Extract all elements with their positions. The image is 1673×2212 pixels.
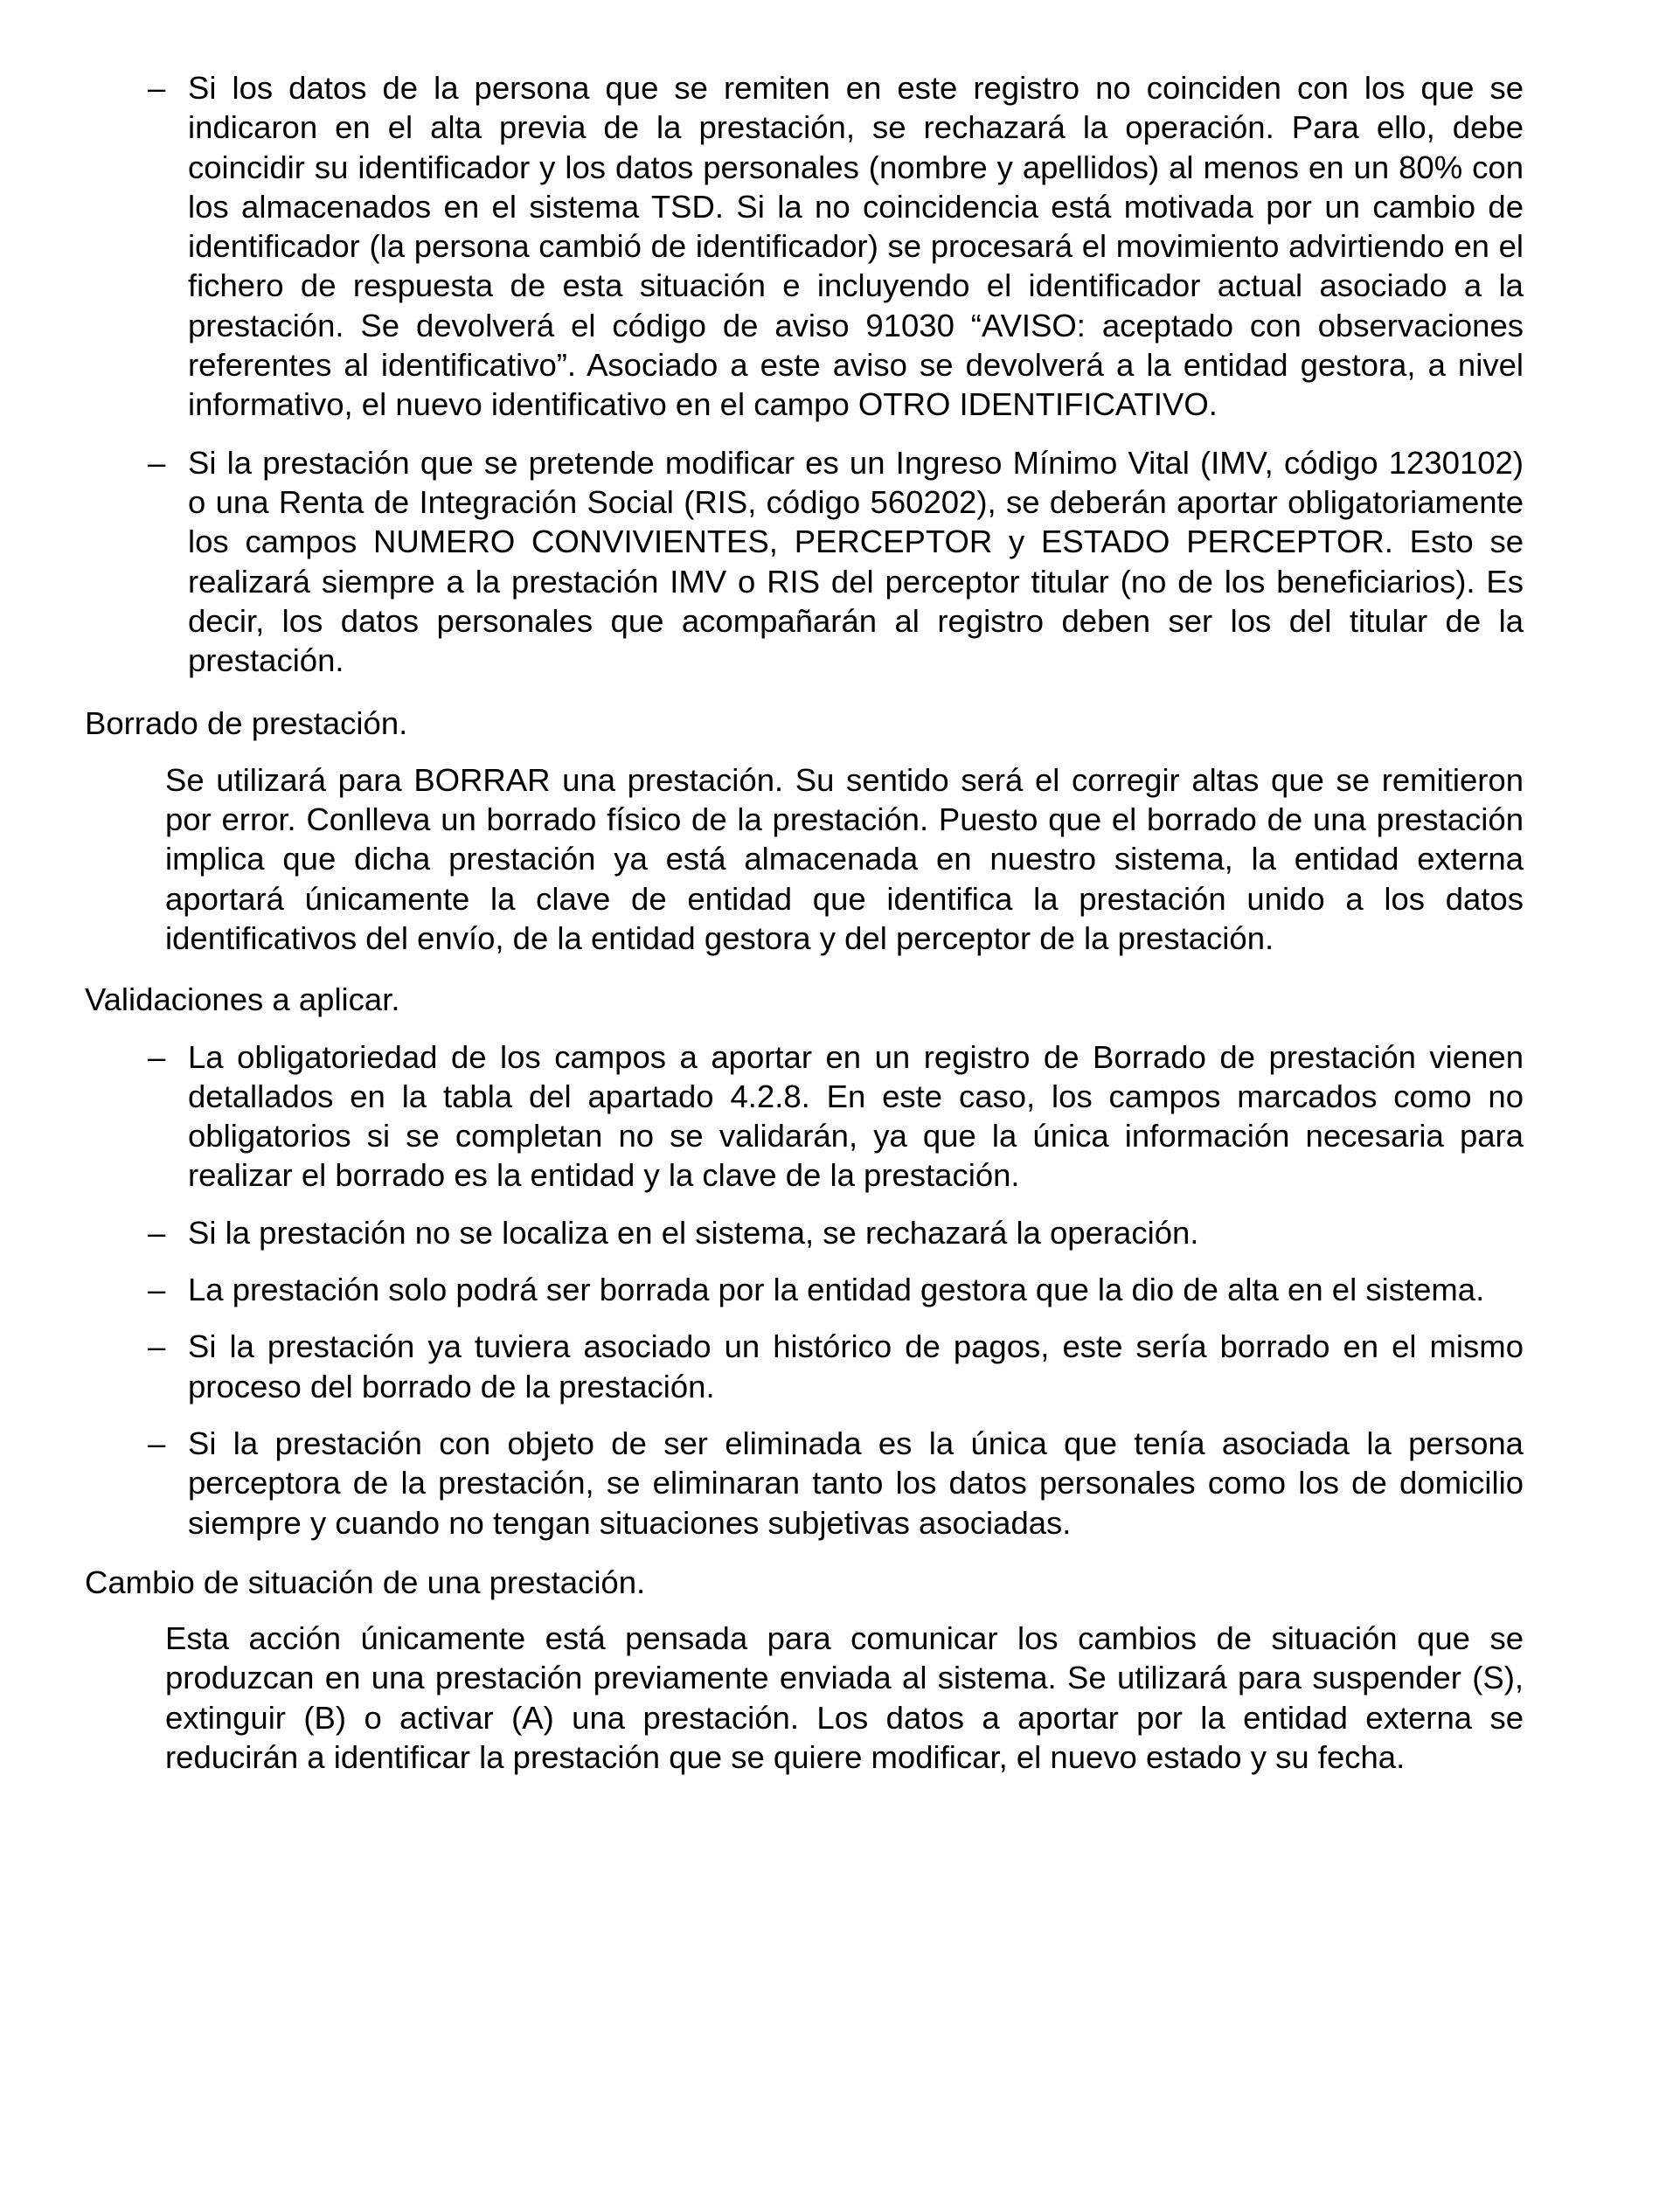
section-heading-cambio: Cambio de situación de una prestación. <box>85 1564 646 1600</box>
list-item-text: Si la prestación que se pretende modificar es un Ingreso Mínimo Vital (IMV, código 1230102) o una Renta de Integración Social (RIS, código 560202), se deberán aportar obligatoriamente los campos NUMERO CONVIVIENTES, PERCEPTOR y ESTADO PERCEPTOR. Esto se realizará siempre a la prestación IMV o RIS del perceptor titular (no de los beneficiarios). Es decir, los datos personales que acompañarán al registro deben ser los del titular de la prestación. <box>188 444 1524 679</box>
list-item-text: Si la prestación no se localiza en el sistema, se rechazará la operación. <box>188 1214 1199 1251</box>
list-item <box>148 1270 1524 1309</box>
deletion-validations-list <box>85 1037 1524 1543</box>
list-item <box>148 1424 1524 1543</box>
dash-bullet-icon: – <box>148 1328 166 1365</box>
list-item-text: La prestación solo podrá ser borrada por la entidad gestora que la dio de alta en el sistema. <box>188 1272 1485 1308</box>
dash-bullet-icon: – <box>148 1425 166 1461</box>
list-item-text: Si la prestación con objeto de ser eliminada es la única que tenía asociada la persona perceptora de la prestación, se eliminaran tanto los datos personales como los de domicilio siempre y cuando no tengan situaciones subjetivas asociadas. <box>188 1425 1524 1541</box>
dash-bullet-icon: – <box>148 444 166 481</box>
list-item <box>148 68 1524 425</box>
list-item <box>148 1327 1524 1406</box>
section-heading-borrado: Borrado de prestación. <box>85 705 408 742</box>
list-item-text: Si la prestación ya tuviera asociado un histórico de pagos, este sería borrado en el mismo proceso del borrado de la prestación. <box>188 1328 1524 1404</box>
list-item <box>148 443 1524 681</box>
section-heading-validaciones: Validaciones a aplicar. <box>85 981 400 1018</box>
page-content <box>85 68 1524 1777</box>
dash-bullet-icon: – <box>148 1038 166 1075</box>
modification-validations-list <box>85 68 1524 680</box>
list-item <box>148 1037 1524 1196</box>
list-item <box>148 1213 1524 1252</box>
dash-bullet-icon: – <box>148 1272 166 1308</box>
section-body-borrado: Se utilizará para BORRAR una prestación. Su sentido será el corregir altas que se remitieron por error. Conlleva un borrado físico de la prestación. Puesto que el borrado de una prestación implica que dicha prestación ya está almacenada en nuestro sistema, la entidad externa aportará únicamente la clave de entidad que identifica la prestación unido a los datos identificativos del envío, de la entidad gestora y del perceptor de la prestación. <box>165 761 1524 956</box>
list-item-text: La obligatoriedad de los campos a aportar en un registro de Borrado de prestación vienen detallados en la tabla del apartado 4.2.8. En este caso, los campos marcados como no obligatorios si se completan no se validarán, ya que la única información necesaria para realizar el borrado es la entidad y la clave de la prestación. <box>188 1038 1524 1194</box>
dash-bullet-icon: – <box>148 70 166 106</box>
section-body-cambio: Esta acción únicamente está pensada para comunicar los cambios de situación que se produzcan en una prestación previamente enviada al sistema. Se utilizará para suspender (S), extinguir (B) o activar (A) una prestación. Los datos a aportar por la entidad externa se reducirán a identificar la prestación que se quiere modificar, el nuevo estado y su fecha. <box>165 1620 1524 1775</box>
dash-bullet-icon: – <box>148 1214 166 1251</box>
list-item-text: Si los datos de la persona que se remiten en este registro no coinciden con los que se indicaron en el alta previa de la prestación, se rechazará la operación. Para ello, debe coincidir su identificador y los datos personales (nombre y apellidos) al menos en un 80% con los almacenados en el sistema TSD. Si la no coincidencia está motivada por un cambio de identificador (la persona cambió de identificador) se procesará el movimiento advirtiendo en el fichero de respuesta de esta situación e incluyendo el identificador actual asociado a la prestación. Se devolverá el código de aviso 91030 “AVISO: aceptado con observaciones referentes al identificativo”. Asociado a este aviso se devolverá a la entidad gestora, a nivel informativo, el nuevo identificativo en el campo OTRO IDENTIFICATIVO. <box>188 70 1524 423</box>
